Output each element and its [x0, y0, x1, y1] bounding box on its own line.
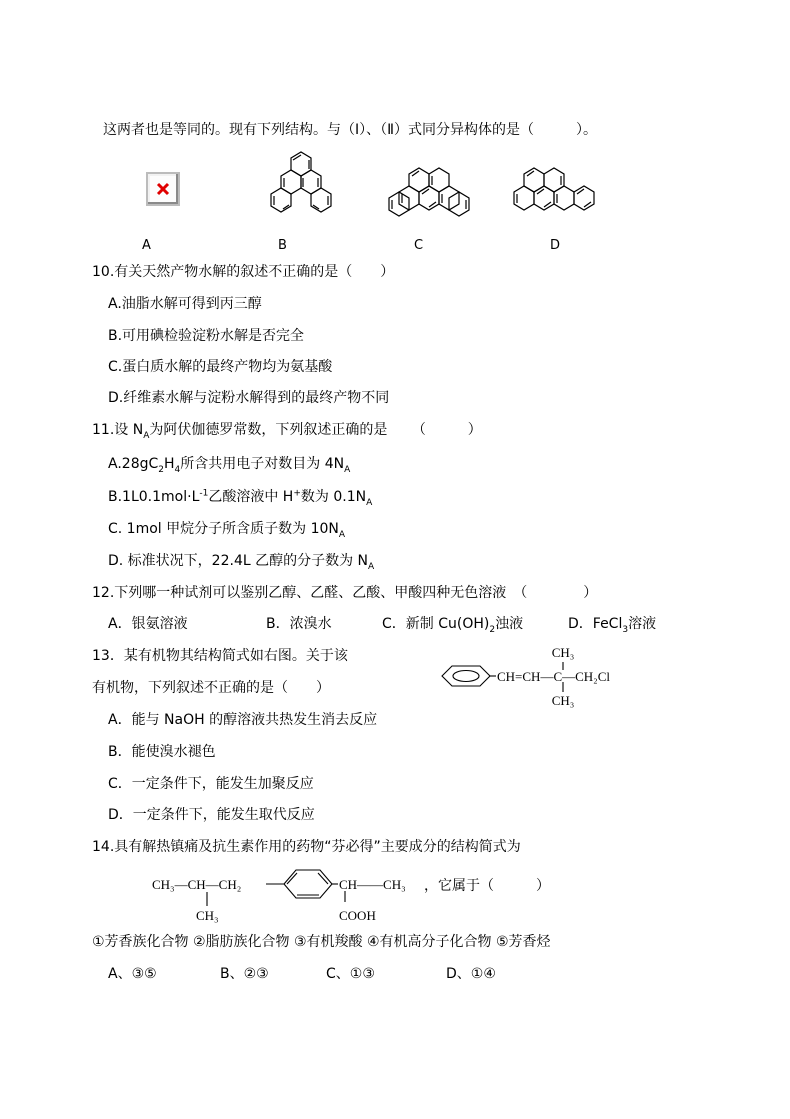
q11-option-d: D. 标准状况下，22.4L 乙醇的分子数为 $N_A$	[108, 553, 375, 572]
q12-stem: 12.下列哪一种试剂可以鉴别乙醇、乙醛、乙酸、甲酸四种无色溶液 （ ）	[92, 585, 598, 601]
q13-option-d: D．一定条件下，能发生取代反应	[108, 807, 315, 823]
q14-answer-d: D、①④	[446, 966, 496, 982]
q14-answer-c: C、①③	[326, 966, 375, 982]
q14-right-sub: COOH	[339, 908, 376, 923]
q14-structure	[146, 862, 426, 924]
q14-answer-a: A、③⑤	[108, 966, 157, 982]
structure-d	[508, 160, 606, 222]
structure-b	[262, 150, 342, 225]
q13-structure	[436, 640, 656, 712]
q10-option-a: A.油脂水解可得到丙三醇	[108, 296, 262, 312]
label-a: A	[142, 238, 151, 253]
q13-stem-1: 13．某有机物其结构简式如右图。关于该	[92, 648, 348, 664]
q14-answer-b: B、②③	[220, 966, 269, 982]
q13-top-ch3: CH₃	[551, 645, 575, 660]
q11-na-sub: A	[143, 430, 150, 441]
label-d: D	[550, 238, 561, 253]
q12-option-d: D．FeCl$_3$溶液	[568, 616, 657, 635]
q13-stem-2: 有机物，下列叙述不正确的是（ ）	[92, 680, 330, 696]
broken-image-icon	[146, 172, 180, 206]
q11-pre: 11.设 N	[92, 422, 144, 438]
label-c: C	[414, 238, 424, 253]
q12-option-a: A．银氨溶液	[108, 616, 188, 632]
label-b: B	[278, 238, 287, 253]
q14-choices: ①芳香族化合物 ②脂肪族化合物 ③有机羧酸 ④有机高分子化合物 ⑤芳香烃	[92, 934, 551, 950]
structure-c	[384, 160, 474, 222]
q9-line: 这两者也是等同的。现有下列结构。与（Ⅰ）、（Ⅱ）式同分异构体的是（ ）。	[103, 122, 598, 138]
q11-paren: （ ）	[411, 422, 482, 438]
q11-post: 为阿伏伽德罗常数，下列叙述正确的是	[149, 422, 388, 438]
q14-left-sub: CH₃	[196, 908, 219, 923]
q13-bottom-ch3: CH₃	[551, 693, 575, 708]
q11-option-c: C. 1mol 甲烷分子所含质子数为 $10N_A$	[108, 521, 346, 540]
q11-stem	[92, 420, 482, 440]
q14-left-formula: CH₃—CH—CH₂	[152, 877, 242, 892]
close-icon	[148, 174, 178, 204]
q10-stem: 10.有关天然产物水解的叙述不正确的是（ ）	[92, 264, 395, 280]
q12-option-c: C．新制 $Cu(OH)_2$浊液	[382, 616, 524, 635]
q13-option-b: B．能使溴水褪色	[108, 744, 216, 760]
q13-option-c: C．一定条件下，能发生加聚反应	[108, 776, 314, 792]
q10-option-c: C.蛋白质水解的最终产物均为氨基酸	[108, 359, 333, 375]
q11-option-a: $A.28gC_2H_4$所含共用电子对数目为 $4N_A$	[108, 456, 351, 475]
q14-stem: 14.具有解热镇痛及抗生素作用的药物“芬必得”主要成分的结构简式为	[92, 839, 521, 855]
q13-main-formula: CH=CH—C—CH₂Cl	[497, 669, 610, 684]
q13-option-a: A．能与 NaOH 的醇溶液共热发生消去反应	[108, 712, 378, 728]
q10-option-b: B.可用碘检验淀粉水解是否完全	[108, 328, 305, 344]
q10-option-d: D.纤维素水解与淀粉水解得到的最终产物不同	[108, 390, 390, 406]
q14-belongs: ，它属于（ ）	[424, 878, 550, 894]
q11-option-b: $B.1L0.1mol\cdot L^{-1}$乙酸溶液中 H+数为 $0.1N_A$	[108, 488, 373, 508]
q14-right-formula: CH——CH₃	[339, 877, 406, 892]
q12-option-b: B．浓溴水	[266, 616, 332, 632]
